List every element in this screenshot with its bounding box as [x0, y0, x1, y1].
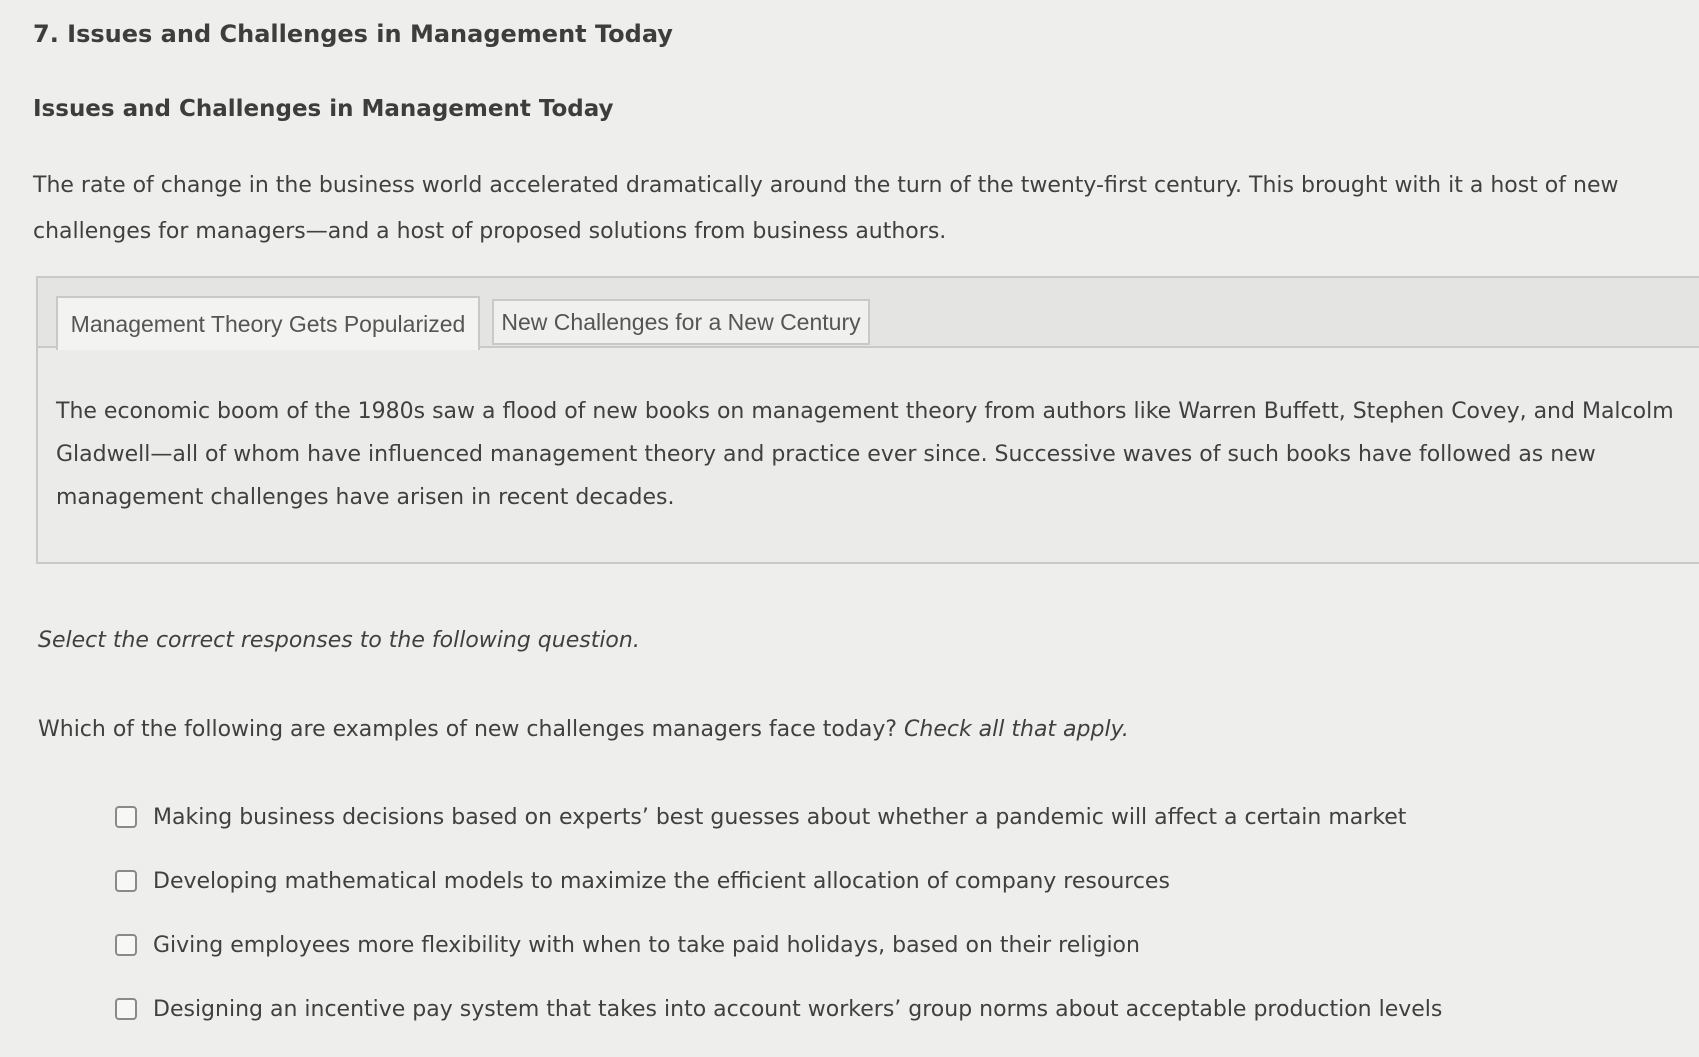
- option-2[interactable]: [115, 849, 1442, 913]
- tab-new-challenges[interactable]: New Challenges for a New Century: [492, 299, 870, 345]
- option-1[interactable]: [115, 785, 1442, 849]
- option-label[interactable]: Designing an incentive pay system that takes into account workers’ group norms about acceptable production levels: [153, 996, 1443, 1022]
- option-4[interactable]: [115, 977, 1442, 1041]
- option-label[interactable]: Developing mathematical models to maximize the efficient allocation of company resources: [153, 868, 1170, 894]
- section-heading: Issues and Challenges in Management Today: [33, 96, 614, 122]
- answer-options: [115, 785, 1442, 1041]
- intro-paragraph: The rate of change in the business world accelerated dramatically around the turn of the twenty-first century. This brought with it a host of new challenges for managers—and a host of proposed solutions from business authors.: [33, 173, 1619, 244]
- option-label[interactable]: Making business decisions based on experts’ best guesses about whether a pandemic will affect a certain market: [153, 804, 1407, 830]
- option-label[interactable]: Giving employees more flexibility with when to take paid holidays, based on their religion: [153, 932, 1140, 958]
- question-title: 7. Issues and Challenges in Management Today: [33, 20, 673, 48]
- checkbox-option-3[interactable]: [115, 934, 137, 956]
- tab-panel-text: The economic boom of the 1980s saw a flood of new books on management theory from authors like Warren Buffett, Stephen Covey, and Malcolm Gladwell—all of whom have influenced management theory and practice ever since. Successive waves of such books have followed as new management challenges have arisen in recent decades.: [56, 399, 1674, 510]
- tab-management-theory[interactable]: Management Theory Gets Popularized: [56, 296, 480, 350]
- option-3[interactable]: [115, 913, 1442, 977]
- checkbox-option-1[interactable]: [115, 806, 137, 828]
- question-text: [38, 717, 1129, 742]
- checkbox-option-4[interactable]: [115, 998, 137, 1020]
- tab-strip: [38, 278, 1699, 348]
- question-hint: Check all that apply.: [904, 717, 1129, 742]
- question-prompt: Which of the following are examples of new challenges managers face today?: [38, 717, 898, 742]
- checkbox-option-2[interactable]: [115, 870, 137, 892]
- tab-container: [36, 276, 1699, 564]
- instruction-text: Select the correct responses to the following question.: [38, 628, 640, 653]
